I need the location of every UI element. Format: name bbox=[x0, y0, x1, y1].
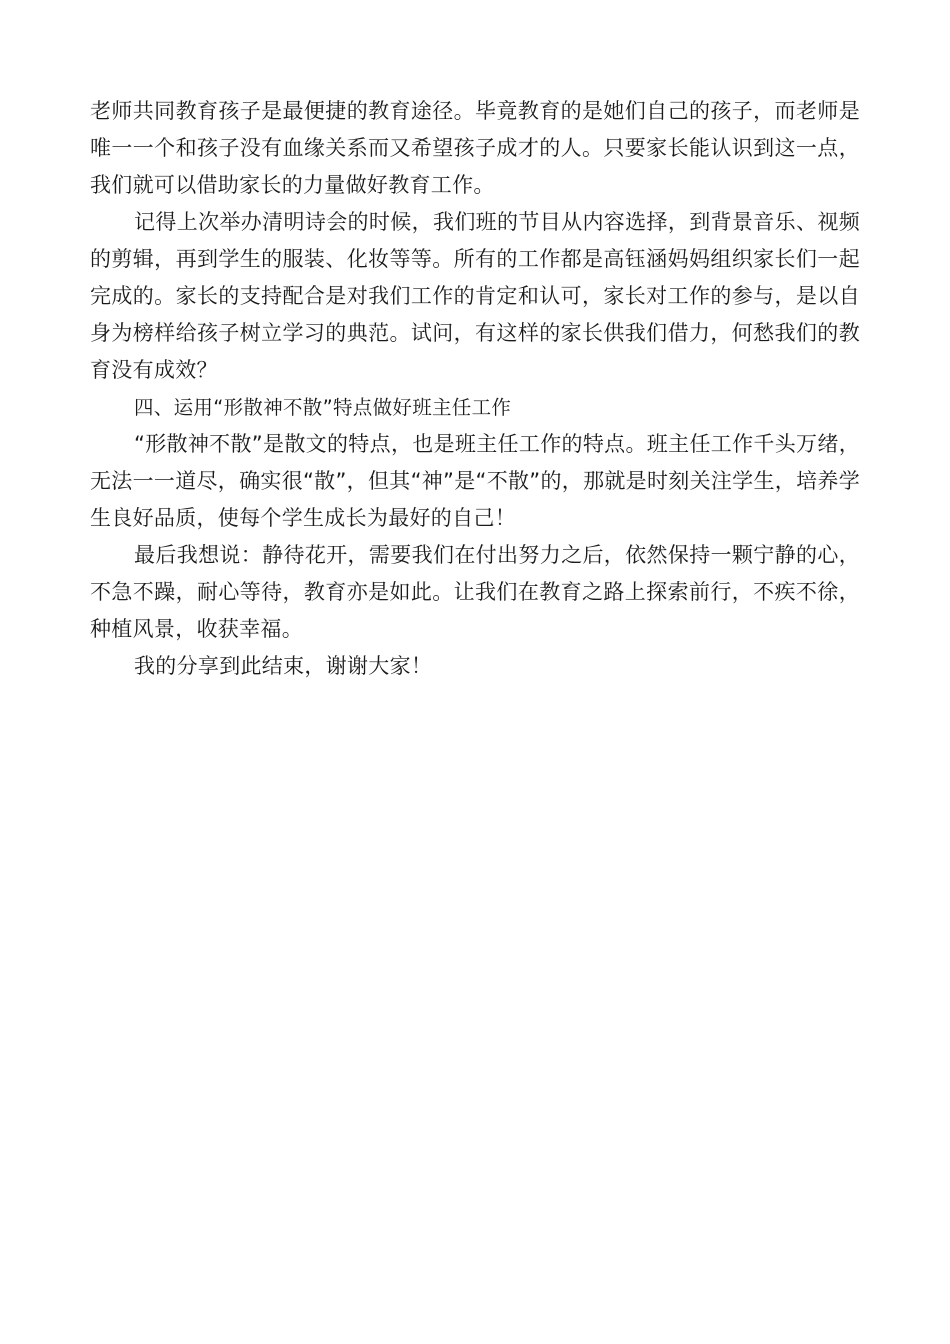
paragraph-closing-thoughts: 最后我想说：静待花开，需要我们在付出努力之后，依然保持一颗宁静的心，不急不躁，耐心等待，教育亦是如此。让我们在教育之路上探索前行，不疾不徐，种植风景，收获幸福。 bbox=[90, 543, 860, 641]
paragraph-form-spirit: “形散神不散”是散文的特点，也是班主任工作的特点。班主任工作千头万绪，无法一一道尽，确实很“散”，但其“神”是“不散”的，那就是时刻关注学生，培养学生良好品质，使每个学生成长为最好的自己！ bbox=[90, 432, 860, 530]
paragraph-continuation: 老师共同教育孩子是最便捷的教育途径。毕竟教育的是她们自己的孩子，而老师是唯一一个和孩子没有血缘关系而又希望孩子成才的人。只要家长能认识到这一点，我们就可以借助家长的力量做好教育工作。 bbox=[90, 99, 860, 197]
paragraph-thanks: 我的分享到此结束，谢谢大家！ bbox=[134, 654, 433, 678]
paragraph-poetry-event: 记得上次举办清明诗会的时候，我们班的节目从内容选择，到背景音乐、视频的剪辑，再到学生的服装、化妆等等。所有的工作都是高钰涵妈妈组织家长们一起完成的。家长的支持配合是对我们工作的肯定和认可，家长对工作的参与，是以自身为榜样给孩子树立学习的典范。试问，有这样的家长供我们借力，何愁我们的教育没有成效？ bbox=[90, 210, 860, 382]
document-body bbox=[90, 93, 860, 685]
section-heading-four: 四、运用“形散神不散”特点做好班主任工作 bbox=[134, 396, 512, 419]
